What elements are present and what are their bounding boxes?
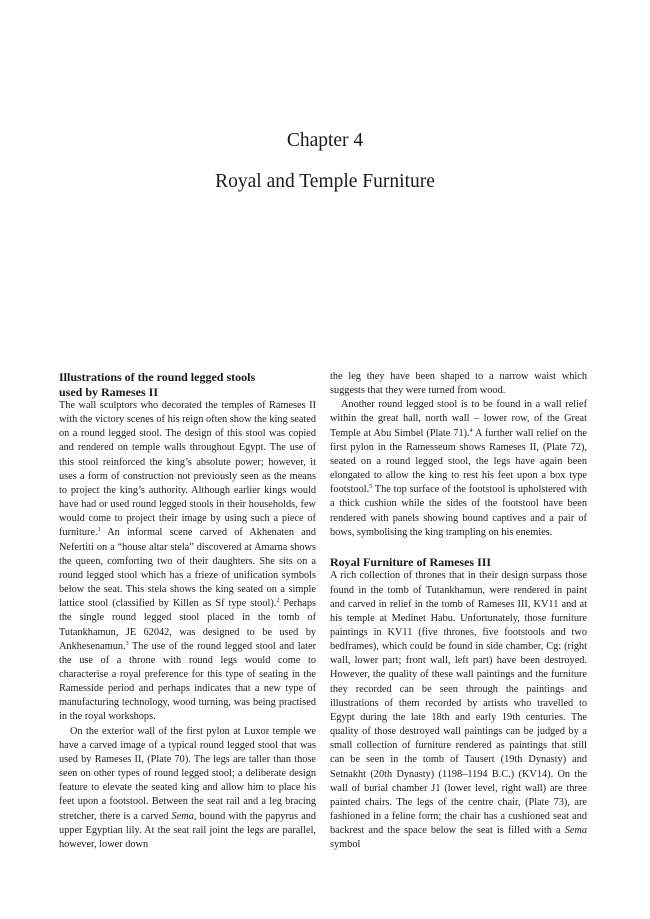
section-heading-stools: [59, 370, 316, 399]
text-run: Another round legged stool is to be found in a wall relief within the great hall, north wall – lower row, of the Great Temple at Abu Simbel (Plate 71).: [330, 399, 587, 439]
left-column: [59, 370, 316, 852]
text-run: bound with the papyrus and upper Egyptian lily. At the seat rail joint the legs are parallel, however, lower down: [59, 810, 317, 850]
text-run: On the exterior wall of the first pylon at Luxor temple we have a carved image of a typical round legged stool that was used by Rameses II, (Plate 70). The legs are taller than those seen on other types of round legged stool; a deliberate design feature to elevate the seated king and allow him to place his feet upon a footstool. Between the seat rail and a leg bracing stretcher, there is a carved: [59, 725, 316, 822]
footnote-ref-5[interactable]: 5: [369, 484, 373, 491]
text-run: A further wall relief on the first pylon in the Ramesseum shows Rameses II, (Plate 72), seated on a round legged stool, the legs have again been elongated to allow the king to rest his feet upon a box type footstool.: [330, 427, 587, 496]
paragraph-2: [59, 725, 316, 852]
paragraph-5: [330, 569, 587, 852]
section-heading-rameses-iii: Royal Furniture of Rameses III: [330, 554, 492, 569]
text-run: The wall sculptors who decorated the temples of Rameses II with the victory scenes of his reign often show the king seated on a round legged stool. The design of this stool was copied and rendered on temple walls throughout Egypt. The use of this stool reinforced the king’s absolute power; however, it uses a form of construction not previously seen as the means to project the king’s authority. Although earlier kings would have had or used round legged stools in their households, few would come to project their image by using such a piece of furniture.: [59, 400, 316, 539]
footnote-ref-4[interactable]: 4: [469, 427, 473, 434]
right-column: [330, 370, 587, 853]
paragraph-3: the leg they have been shaped to a narrow waist which suggests that they were turned from wood.: [330, 371, 587, 397]
text-run: Perhaps the single round legged stool placed in the tomb of Tutankhamun, JE 62042, was designed to be used by Ankhesenamun.: [59, 598, 316, 652]
text-run: An informal scene carved of Akhenaten and Nefertiti on a “house altar stela” discovered at Amarna shows the queen, comforting two of their daughters. She sits on a round legged stool which has a frieze of unification symbols below the seat. This stela shows the king seated on a simple lattice stool (classified by Killen as Sf type stool).: [59, 527, 316, 610]
chapter-number: Chapter 4: [286, 130, 364, 151]
footnote-ref-3[interactable]: 3: [125, 640, 129, 647]
paragraph-4: [330, 398, 587, 540]
chapter-title: Royal and Temple Furniture: [215, 171, 435, 192]
footnote-ref-2[interactable]: 2: [276, 598, 280, 605]
text-run: A rich collection of thrones that in their design surpass those found in the tomb of Tutankhamun, were rendered in paint and carved in relief in the tomb of Rameses III, KV11 and at his temple at Medinet Habu. Unfortunately, those furniture paintings in KV11 (five thrones, five footstools and two bedframes), which could be found in side chamber, Cg: (right wall, lower part; front wall, left part) have been destroyed. However, the quality of these wall paintings and the furniture they recorded can be seen through the paintings and illustrations of them recorded by artists who travelled to Egypt during the late 18th and early 19th centuries. The quality of those destroyed wall paintings can be judged by a small collection of furniture rendered as paintings that still can be seen in the tomb of Tausert (19th Dynasty) and Setnakht (20th Dynasty) (1198–1194 B.C.) (KV14). On the wall of burial chamber J1 (lower level, right wall) are three painted chairs. The legs of the centre chair, (Plate 73), are fashioned in a feline form; the chair has a cushioned seat and backrest and the space below the seat is filled with a: [330, 570, 587, 837]
footnote-ref-1[interactable]: 1: [97, 527, 101, 534]
text-run: The use of the round legged stool and later the use of a throne with round legs would come to characterise a royal preference for this type of seating in the Ramesside period and perhaps indicates that a new type of manufacturing technology, wood turning, was being practised in the royal workshops.: [59, 640, 316, 723]
text-run: The top surface of the footstool is upholstered with a thick cushion while the sides of the footstool have been rendered with panels showing bound captives and a pair of bows, symbolising the king trampling on his enemies.: [330, 484, 587, 538]
heading-line-2: used by Rameses II: [59, 384, 159, 399]
paragraph-1: [59, 399, 316, 725]
text-run: symbol: [330, 839, 361, 851]
italic-term: Sema,: [171, 810, 197, 822]
heading-line-1: Illustrations of the round legged stools: [59, 370, 256, 384]
italic-term: Sema: [564, 825, 587, 837]
